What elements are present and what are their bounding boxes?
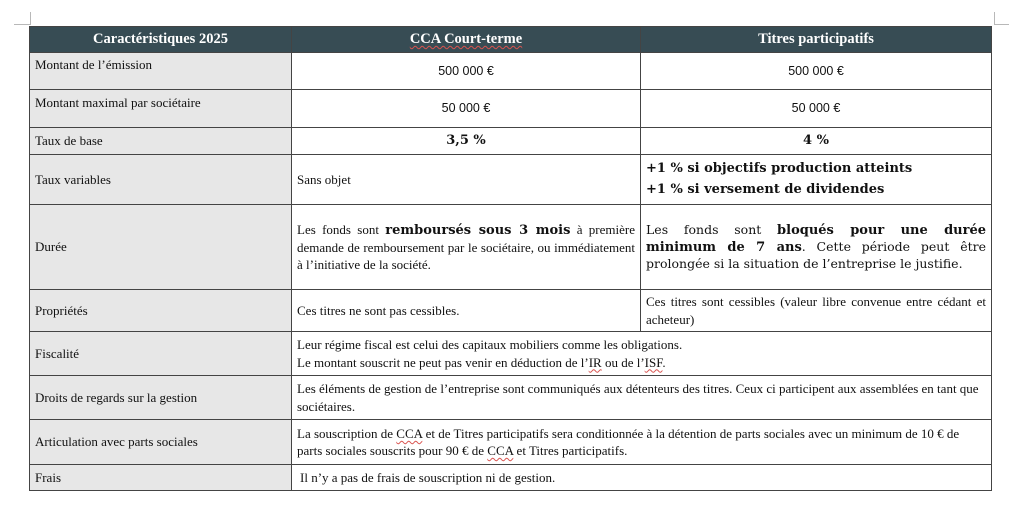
fiscalite-line2-post: . [662,354,666,370]
row-taux-base [30,128,992,155]
cca-duree-bold: remboursés sous 3 mois [385,222,571,238]
tp-duree-bold: bloqués pour une durée minimum de 7 ans [646,222,986,255]
row-duree [30,205,992,290]
label-articulation: Articulation avec parts sociales [30,420,292,465]
fiscalite-line2-mid: ou de l’ [601,354,645,370]
row-proprietes [30,290,992,332]
row-fiscalite [30,332,992,376]
fiscalite-isf: ISF [644,354,663,370]
fiscalite-ir: IR [588,354,602,370]
articulation-cca2: CCA [487,443,514,458]
label-proprietes: Propriétés [30,290,292,332]
label-montant-emission: Montant de l’émission [30,53,292,90]
tp-taux-variables-line1: +1 % si objectifs production atteints [646,161,913,177]
fiscalite-text [292,332,992,376]
tp-duree [641,205,992,290]
row-taux-variables [30,155,992,205]
tp-proprietes: Ces titres sont cessibles (valeur libre convenue entre cédant et acheteur) [641,290,992,332]
articulation-post: et Titres participatifs. [513,443,628,458]
fiscalite-line2-pre: Le montant souscrit ne peut pas venir en déduction de l’ [297,354,589,370]
row-droits [30,376,992,420]
tp-taux-base: 4 % [641,128,992,155]
articulation-pre: La souscription de [297,425,397,441]
row-montant-max [30,90,992,128]
header-cca-text: CCA Court-terme [409,30,523,47]
cca-taux-base: 3,5 % [292,128,641,155]
comparison-table [29,26,992,491]
header-cca [292,27,641,53]
header-row [30,27,992,53]
tp-duree-pre: Les fonds sont [646,221,778,237]
cca-proprietes: Ces titres ne sont pas cessibles. [292,290,641,332]
tp-montant-emission: 500 000 € [641,53,992,90]
label-duree: Durée [30,205,292,290]
cca-montant-max: 50 000 € [292,90,641,128]
tp-montant-max: 50 000 € [641,90,992,128]
crop-mark-top-left [14,12,31,25]
label-taux-variables: Taux variables [30,155,292,205]
label-montant-max: Montant maximal par sociétaire [30,90,292,128]
row-montant-emission [30,53,992,90]
label-taux-base: Taux de base [30,128,292,155]
row-frais [30,465,992,491]
frais-text: Il n’y a pas de frais de souscription ni de gestion. [292,465,992,491]
header-tp: Titres participatifs [641,27,992,53]
fiscalite-line2 [297,354,986,371]
row-articulation [30,420,992,465]
label-frais: Frais [30,465,292,491]
cca-duree-post: à première demande de remboursement par le sociétaire, ou immédiatement à l’initiative de la société. [297,221,635,273]
fiscalite-line1: Leur régime fiscal est celui des capitaux mobiliers comme les obligations. [297,337,683,353]
label-fiscalite: Fiscalité [30,332,292,376]
header-characteristics: Caractéristiques 2025 [30,27,292,53]
droits-text: Les éléments de gestion de l’entreprise sont communiqués aux détenteurs des titres. Ceux ci participent aux assemblées en tant que sociétaires. [292,376,992,420]
tp-duree-post: . Cette période peut être prolongée si la situation de l’entreprise le justifie. [646,238,986,271]
cca-duree [292,205,641,290]
tp-taux-variables-line2: +1 % si versement de dividendes [646,181,885,197]
cca-montant-emission: 500 000 € [292,53,641,90]
articulation-cca1: CCA [396,425,423,441]
crop-mark-top-right [994,12,1009,25]
label-droits: Droits de regards sur la gestion [30,376,292,420]
cca-taux-variables: Sans objet [292,155,641,205]
articulation-text [292,420,992,465]
tp-taux-variables [641,155,992,205]
articulation-mid: et de Titres participatifs sera conditionnée à la détention de parts sociales avec un minimum de 10 € de parts sociales souscrits pour 90 € de [297,425,960,458]
cca-duree-pre: Les fonds sont [297,221,386,237]
